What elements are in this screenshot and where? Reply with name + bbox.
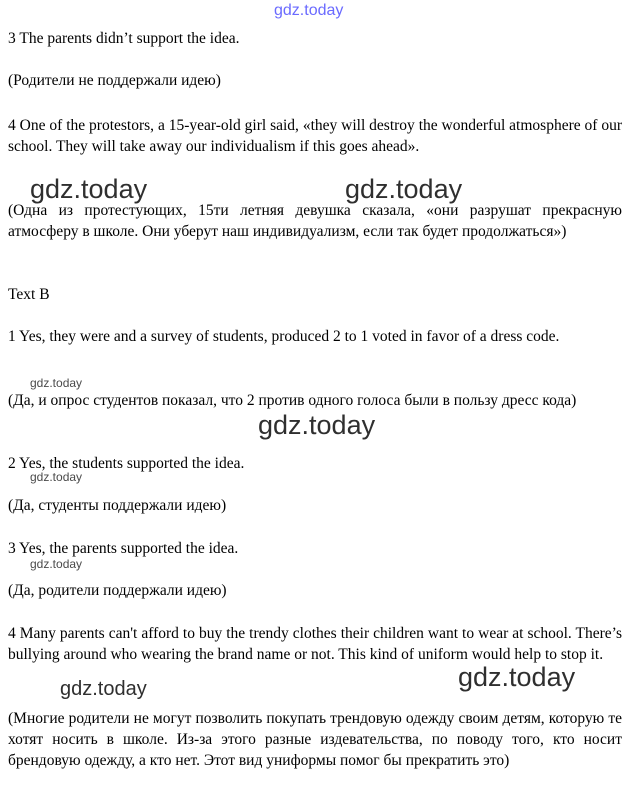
answer-b2-english: 2 Yes, the students supported the idea. (8, 455, 245, 472)
answer-3-russian: (Родители не поддержали идею) (8, 72, 221, 89)
answer-b2-russian: (Да, студенты поддержали идею) (8, 497, 227, 514)
answer-b3-english: 3 Yes, the parents supported the idea. (8, 540, 239, 557)
watermark-large: gdz.today (458, 662, 576, 692)
watermark-top: gdz.today (274, 2, 344, 19)
answer-b1-russian: (Да, и опрос студентов показал, что 2 против одного голоса были в пользу дресс кода) (8, 392, 577, 409)
watermark-medium: gdz.today (60, 678, 147, 700)
answer-b4-english: 4 Many parents can't afford to buy the trendy clothes their children want to wear at school. There’s bullying around who wearing the brand name or not. This kind of uniform would help to stop it. (8, 625, 622, 663)
answer-4-russian: (Одна из протестующих, 15ти летняя девушка сказала, «они разрушат прекрасную атмосферу в школе. Они уберут наш индивидуализм, если так будет продолжаться») (8, 202, 622, 240)
watermark-small: gdz.today (30, 470, 83, 484)
answer-b3-russian: (Да, родители поддержали идею) (8, 582, 227, 599)
watermark-large: gdz.today (30, 174, 148, 204)
answer-3-english: 3 The parents didn’t support the idea. (8, 30, 240, 47)
watermark-large: gdz.today (258, 410, 376, 440)
answer-b4-russian: (Многие родители не могут позволить покупать трендовую одежду своим детям, которую те хотят носить в школе. Из-за этого разные издевательства, по поводу того, кто носит брендовую одежду, а кто нет. Этот вид униформы помог бы прекратить это) (8, 710, 622, 769)
watermark-large: gdz.today (345, 174, 463, 204)
section-heading-text-b: Text B (8, 286, 50, 303)
answer-b1-english: 1 Yes, they were and a survey of students, produced 2 to 1 voted in favor of a dress code. (8, 328, 560, 345)
answer-4-english: 4 One of the protestors, a 15-year-old girl said, «they will destroy the wonderful atmosphere of our school. They will take away our individualism if this goes ahead». (8, 117, 622, 155)
watermark-small: gdz.today (30, 557, 83, 571)
watermark-small: gdz.today (30, 376, 83, 390)
